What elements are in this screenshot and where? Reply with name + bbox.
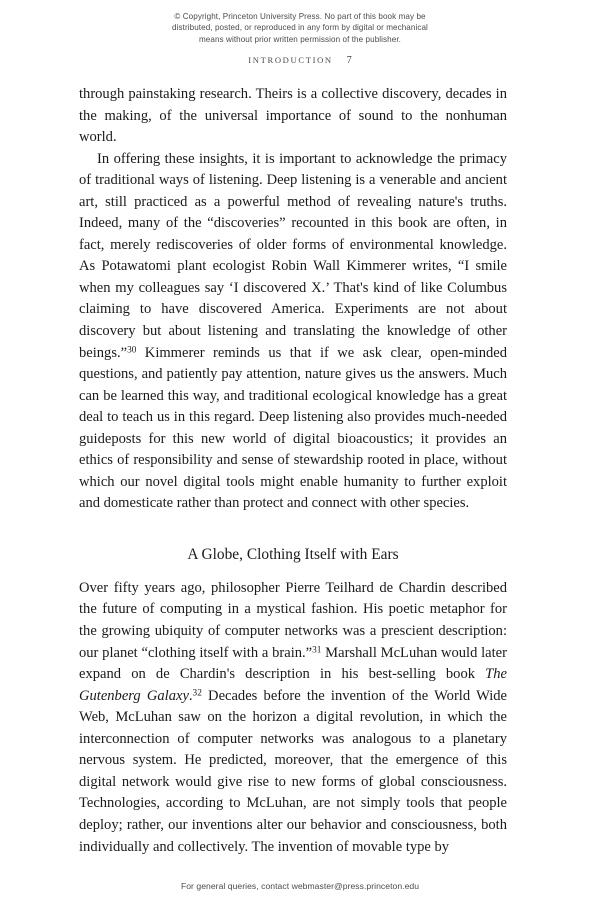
running-head: [0, 55, 600, 66]
paragraph-2-text-part-2: Kimmerer reminds us that if we ask clear, open-minded questions, and patiently pay attention, nature gives us the answers. Much can be learned this way, and traditional ecological knowledge has a great deal to teach us in this regard. Deep listening also provides much-needed guideposts for this new world of digital bioacoustics; it provides an ethics of responsibility and sense of stewardship rooted in place, without which our novel digital tools might enable humanity to further exploit and domesticate rather than protect and connect with other species.: [79, 344, 507, 512]
copyright-notice: [100, 11, 500, 45]
copyright-line-1: © Copyright, Princeton University Press. No part of this book may be: [174, 12, 426, 21]
paragraph-1-text: through painstaking research. Theirs is a collective discovery, decades in the making, of the universal importance of sound to the nonhuman world.: [79, 86, 507, 146]
paragraph-deep-listening: [79, 149, 507, 515]
footnote-marker-30: 30: [127, 345, 137, 356]
paragraph-continuation: [79, 84, 507, 149]
paragraph-2-text-part-1: In offering these insights, it is important to acknowledge the primacy of traditional ways of listening. Deep listening is a venerable and ancient art, still practiced as a powerful method of revealing nature's truths. Indeed, many of the “discoveries” recounted in this book are often, in fact, merely rediscoveries of older forms of environmental knowledge. As Potawatomi plant ecologist Robin Wall Kimmerer writes, “I smile when my colleagues say ‘I discovered X.’ That's kind of like Columbus claiming to have discovered America. Experiments are not about discovery but about listening and translating the knowledge of other beings.”: [79, 150, 507, 361]
page-number: 7: [346, 55, 352, 66]
paragraph-globe-section: [79, 578, 507, 858]
section-paragraph-part-3: Decades before the invention of the World Wide Web, McLuhan saw on the horizon a digital revolution, in which the interconnection of computer networks was analogous to a planetary nervous system. He predicted, moreover, that the emergence of this digital network would give rise to new forms of global consciousness. Technologies, according to McLuhan, are not simply tools that people deploy; rather, our inventions alter our behavior and consciousness, both individually and collectively. The invention of movable type by: [79, 687, 507, 855]
footer-query-note: For general queries, contact webmaster@press.princeton.edu: [180, 881, 420, 891]
running-head-title: INTRODUCTION: [248, 55, 333, 65]
footnote-marker-32: 32: [192, 688, 202, 699]
book-title-gutenberg-galaxy: The Gutenberg Galaxy: [79, 666, 507, 704]
copyright-line-3: means without prior written permission of the publisher.: [198, 34, 402, 44]
footnote-marker-31: 31: [312, 645, 322, 656]
section-heading: A Globe, Clothing Itself with Ears: [187, 545, 399, 563]
book-title-punctuation: .: [188, 687, 193, 704]
section-paragraph-part-1: Over fifty years ago, philosopher Pierre Teilhard de Chardin described the future of computing in a mystical fashion. His poetic metaphor for the growing ubiquity of computer networks was a prescient description: our planet “clothing itself with a brain.”: [79, 579, 507, 661]
copyright-line-2: distributed, posted, or reproduced in any form by digital or mechanical: [172, 23, 428, 33]
text-column: [79, 84, 507, 858]
section-paragraph-part-2: Marshall McLuhan would later expand on de Chardin's description in his best-selling book: [79, 644, 507, 683]
